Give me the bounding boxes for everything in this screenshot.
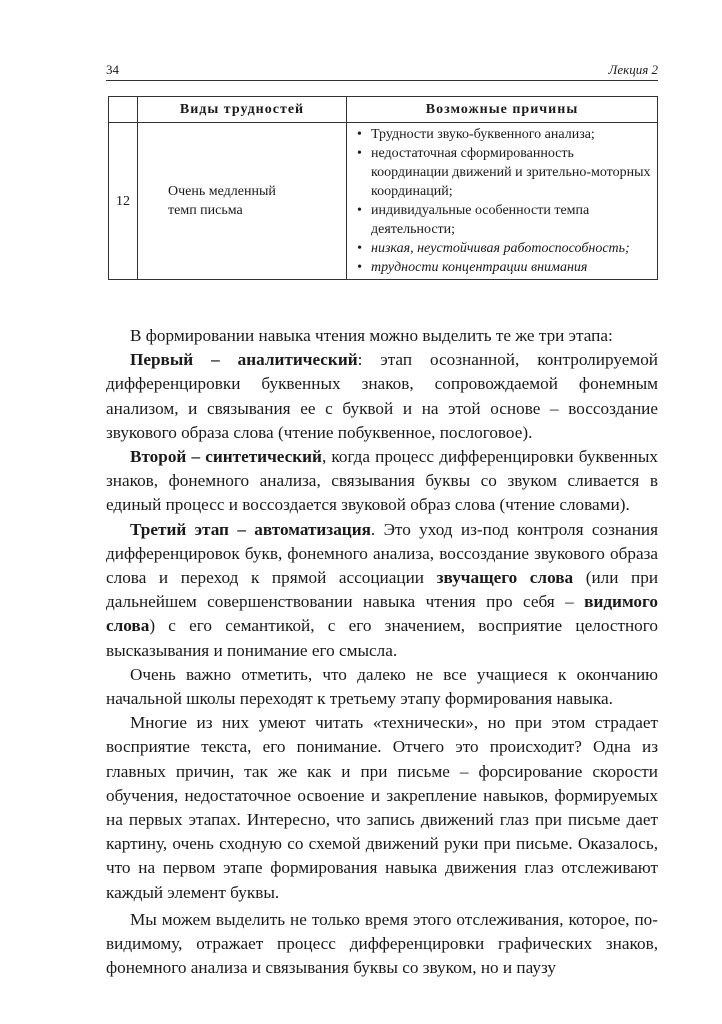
bold-term: Третий этап – автоматизация	[130, 519, 371, 539]
text-run: ) с его семантикой, с его значением, восприятие целостного высказывания и понимание его смысла.	[106, 616, 658, 660]
difficulties-table	[108, 96, 658, 280]
cause-item: • индивидуальные особенности темпа деятельности;	[357, 201, 651, 239]
table-header-causes: Возможные причины	[347, 97, 658, 123]
cause-item: • недостаточная сформированность координации движений и зрительно-моторных координаций;	[357, 144, 651, 201]
text-run: Очень важно отметить, что далеко не все учащиеся к окончанию начальной школы переходят к третьему этапу формирования навыка.	[106, 664, 658, 709]
text-run: : этап осознанной, контролируемой дифференцировки буквенных знаков, сопровождаемой фонемным анализом, и связывания ее с буквой и на этой основе – воссоздание звукового образа слова (чтение побуквенное, послоговое).	[106, 350, 658, 442]
causes-list	[357, 125, 651, 277]
table-header-number	[109, 97, 138, 123]
paragraph	[106, 348, 658, 445]
row-kind-line: темп письма	[168, 203, 243, 218]
page-number: 34	[106, 62, 119, 77]
text-run: Многие из них умеют читать «технически», но при этом страдает восприятие текста, его понимание. Отчего это происходит? Одна из главных причин, так же как и при письме – форсирование скорости обучения, недостаточное освоение и закрепление навыков, формируемых на первых этапах. Интересно, что запись движений глаз при письме дает картину, очень сходную со схемой движений руки при письме. Оказалось, что на первом этапе формирования навыка движения глаз отслеживают каждый элемент буквы.	[106, 713, 658, 902]
text-run: . Это уход из-под контроля сознания дифференцировок букв, фонемного анализа, воссоздание звукового образа слова и переход к прямой ассоциации	[106, 519, 658, 588]
table-header-row	[109, 97, 658, 123]
bold-term: Первый – аналитический	[130, 350, 358, 370]
text-run: В формировании навыка чтения можно выделить те же три этапа:	[130, 326, 613, 345]
paragraph	[106, 445, 658, 518]
cause-item: • Трудности звуко-буквенного анализа;	[357, 125, 651, 144]
cause-item: • низкая, неустойчивая работоспособность;	[357, 239, 651, 258]
header-rule	[106, 80, 658, 81]
paragraph	[106, 324, 658, 348]
paragraph	[106, 908, 658, 981]
bold-term: Второй – синтетический	[130, 447, 322, 467]
running-title: Лекция 2	[608, 62, 658, 77]
paragraph	[106, 518, 658, 663]
table-header-kind: Виды трудностей	[138, 97, 347, 123]
row-causes	[347, 123, 658, 280]
row-kind-line: Очень медленный	[168, 184, 276, 199]
row-kind	[138, 123, 347, 280]
bold-term: звучащего слова	[436, 568, 574, 588]
body-text	[106, 324, 658, 980]
text-run: Мы можем выделить не только время этого отслеживания, которое, по-видимому, отражает процесс дифференцировки графических знаков, фонемного анализа и связывания буквы со звуком, но и паузу	[106, 909, 658, 978]
paragraph	[106, 663, 658, 711]
bold-term: видимого слова	[106, 592, 658, 636]
table-row	[109, 123, 658, 280]
text-run: , когда процесс дифференцировки буквенных знаков, фонемного анализа, связывания буквы со звуком сливается в единый процесс и воссоздается звуковой образ слова (чтение словами).	[106, 447, 658, 515]
page-header	[106, 62, 658, 82]
cause-item: • трудности концентрации внимания	[357, 258, 651, 277]
paragraph	[106, 711, 658, 905]
text-run: (или при дальнейшем совершенствовании навыка чтения про себя –	[106, 568, 659, 612]
row-number: 12	[109, 123, 138, 280]
